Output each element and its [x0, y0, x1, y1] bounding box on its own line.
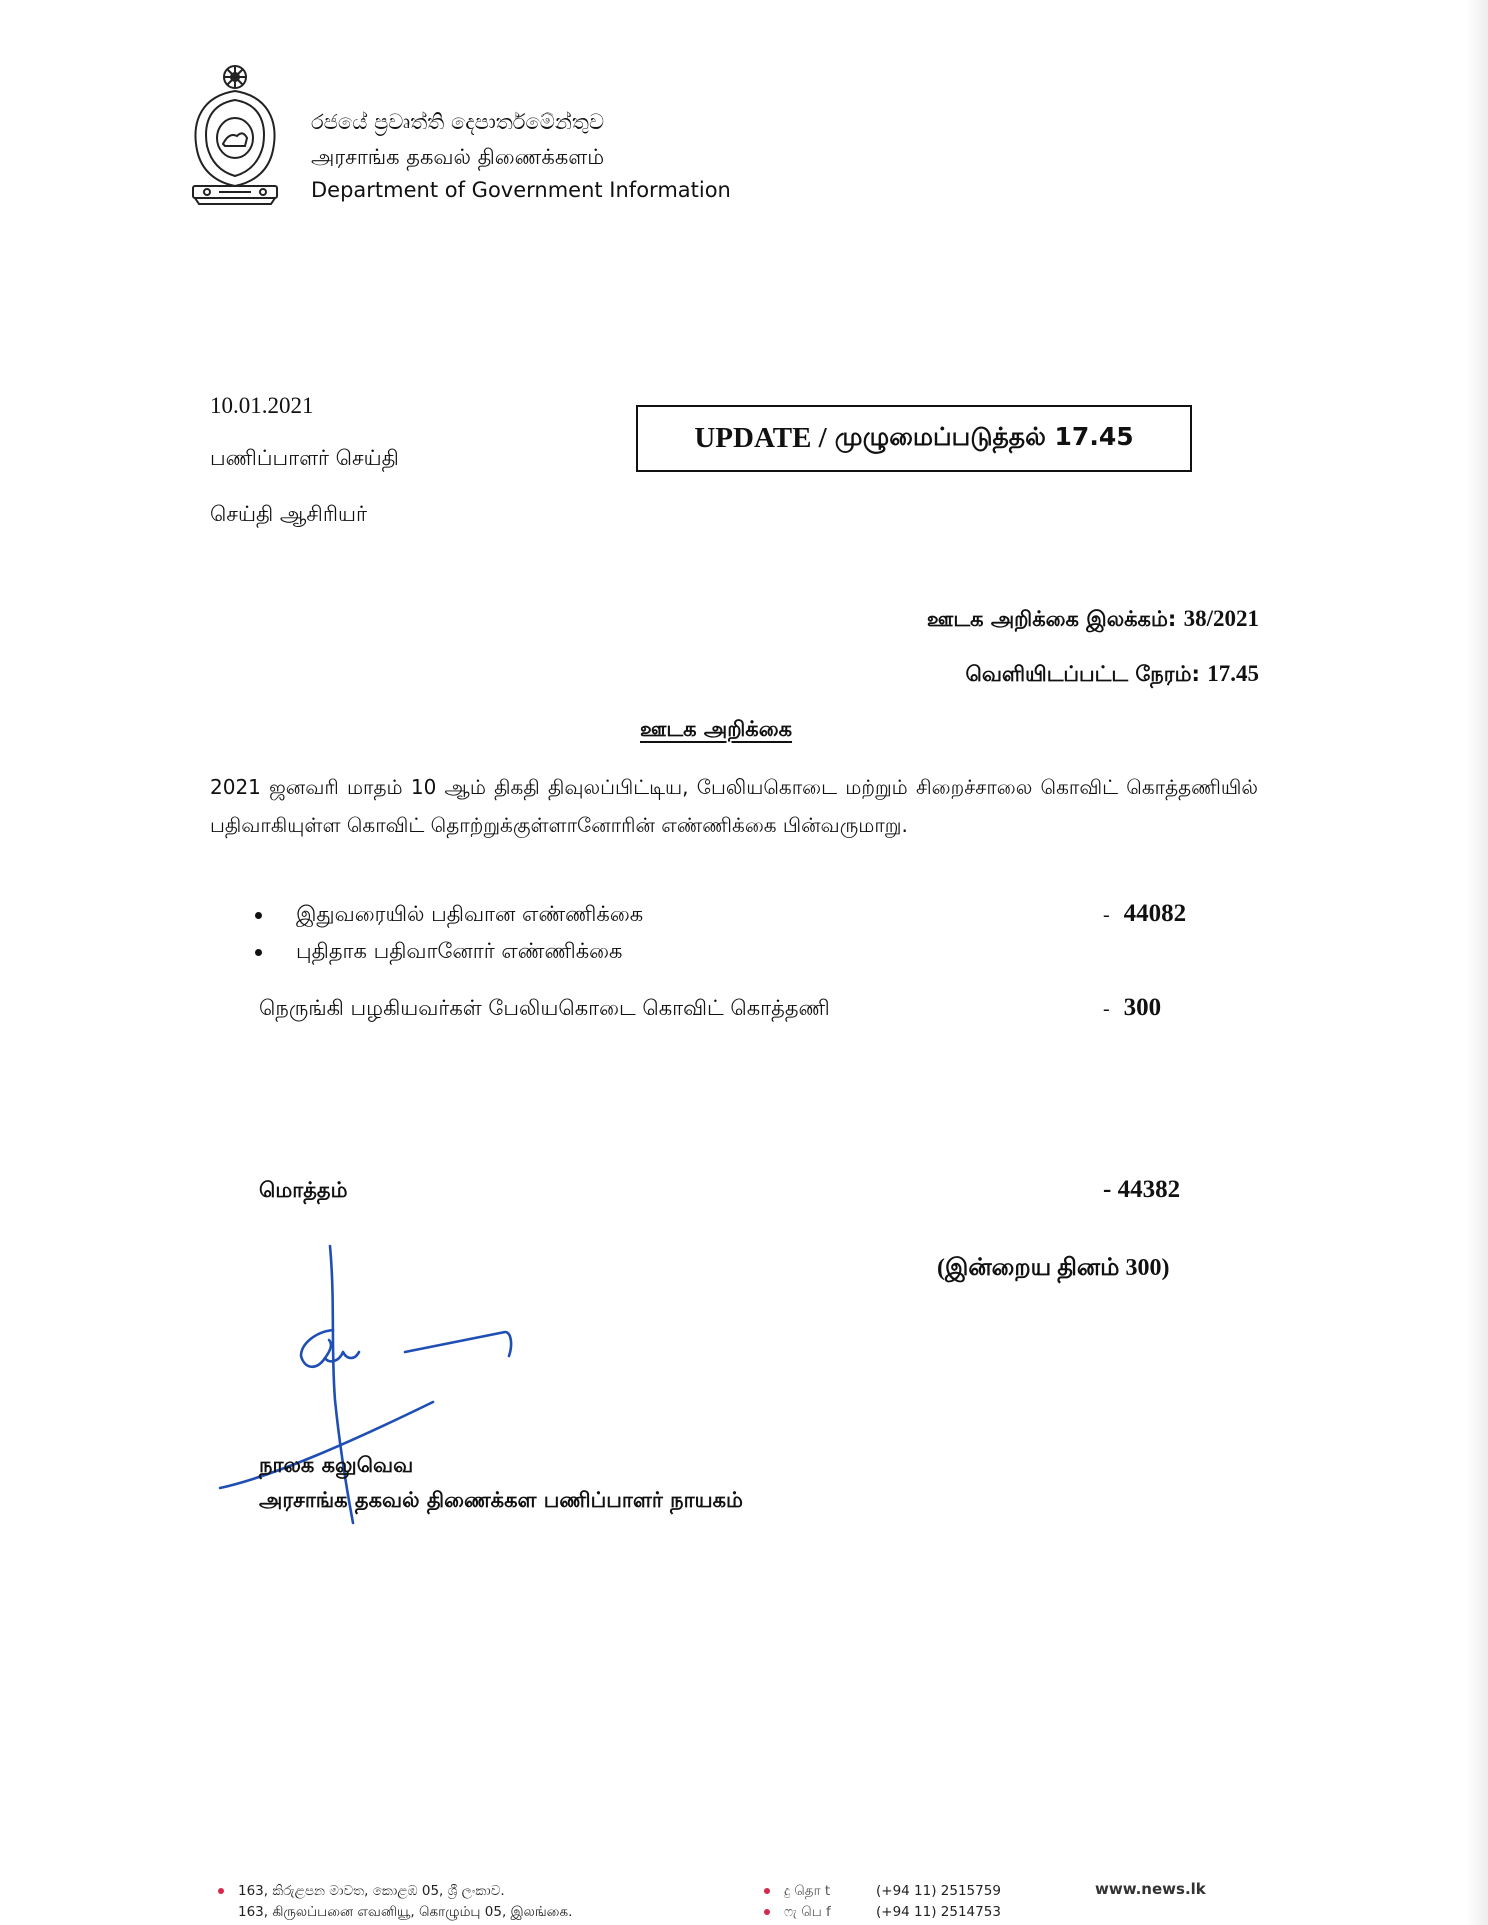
contacts-row-value: [1103, 994, 1161, 1022]
phone-bullet-icon: [764, 1888, 770, 1894]
dash: -: [1103, 998, 1110, 1020]
release-number-label: ஊடக அறிக்கை இலக்கம்:: [926, 607, 1184, 631]
release-number-value: 38/2021: [1183, 606, 1259, 631]
list-item-value: 44082: [1123, 900, 1187, 927]
contacts-value: 300: [1123, 994, 1162, 1021]
list-item-new-cases: [255, 939, 622, 966]
website-link[interactable]: www.news.lk: [1095, 1880, 1206, 1898]
fax-number: (+94 11) 2514753: [876, 1904, 1001, 1920]
dash: -: [1103, 904, 1110, 926]
fax-bullet-icon: [764, 1909, 770, 1915]
total-label: மொத்தம்: [259, 1178, 348, 1202]
letterhead-sinhala: රජයේ ප්‍රවෘත්ති දෙපාර්තමේන්තුව: [311, 110, 605, 134]
scan-edge-shadow: [1466, 0, 1488, 1925]
recipient-line-2: செய்தி ஆசிரியர்: [210, 502, 367, 526]
list-item-label: இதுவரையில் பதிவான எண்ணிக்கை: [296, 902, 644, 926]
footer-address-tamil: 163, கிருலப்பனை எவனியூ, கொழும்பு 05, இலங்கை.: [238, 1904, 573, 1920]
recipient-line-1: பணிப்பாளர் செய்தி: [210, 446, 399, 470]
fax-label: ෆැ பெ f: [784, 1904, 831, 1920]
total-value: - 44382: [1103, 1176, 1181, 1203]
document-date: 10.01.2021: [210, 393, 314, 418]
update-box-english: UPDATE /: [694, 422, 827, 454]
letterhead-english: Department of Government Information: [311, 178, 731, 202]
update-box: [636, 405, 1192, 472]
footer-fax: [764, 1904, 1001, 1922]
contacts-row-label: நெருங்கி பழகியவர்கள் பேலியகொடை கொவிட் கொத்தணி: [259, 996, 830, 1020]
list-item-label: புதிதாக பதிவானோர் எண்ணிக்கை: [296, 939, 623, 963]
release-number: [927, 606, 1259, 634]
footer-phone: [764, 1883, 1001, 1901]
bullet-icon: [255, 912, 262, 919]
phone-label: දු தொ t: [784, 1883, 831, 1899]
footer-address-sinhala: [218, 1883, 505, 1899]
today-note: (இன்றைய தினம் 300): [937, 1255, 1170, 1281]
release-paragraph: 2021 ஜனவரி மாதம் 10 ஆம் திகதி திவுலப்பிட்டிய, பேலியகொடை மற்றும் சிறைச்சாலை கொவிட் கொத்தணியில் பதிவாகியுள்ள கொவிட் தொற்றுக்குள்ளானோரின் எண்ணிக்கை பின்வருமாறு.: [210, 775, 1258, 837]
update-box-tamil: முழுமைப்படுத்தல் 17.45: [834, 422, 1134, 451]
signatory-name: நாலக கலுவெவ: [259, 1453, 414, 1477]
footer-address-si-text: 163, කිරුළපන මාවත, කොළඹ 05, ශ්‍රී ලංකාව.: [238, 1883, 505, 1899]
release-time: [965, 661, 1259, 689]
list-item-total-so-far: [255, 902, 643, 929]
sri-lanka-emblem-icon: [185, 58, 285, 208]
bullet-icon: [255, 949, 262, 956]
signature-drawing: [205, 1240, 535, 1530]
footer-bullet-icon: [218, 1888, 224, 1894]
signatory-title: அரசாங்க தகவல் திணைக்கள பணிப்பாளர் நாயகம்: [259, 1488, 743, 1512]
release-time-value: 17.45: [1207, 661, 1259, 686]
phone-number: (+94 11) 2515759: [876, 1883, 1001, 1899]
media-release-heading: ஊடக அறிக்கை: [640, 717, 793, 741]
release-time-label: வெளியிடப்பட்ட நேரம்:: [965, 662, 1208, 686]
letterhead-tamil: அரசாங்க தகவல் திணைக்களம்: [311, 145, 605, 169]
total-so-far-value: [1103, 900, 1186, 928]
